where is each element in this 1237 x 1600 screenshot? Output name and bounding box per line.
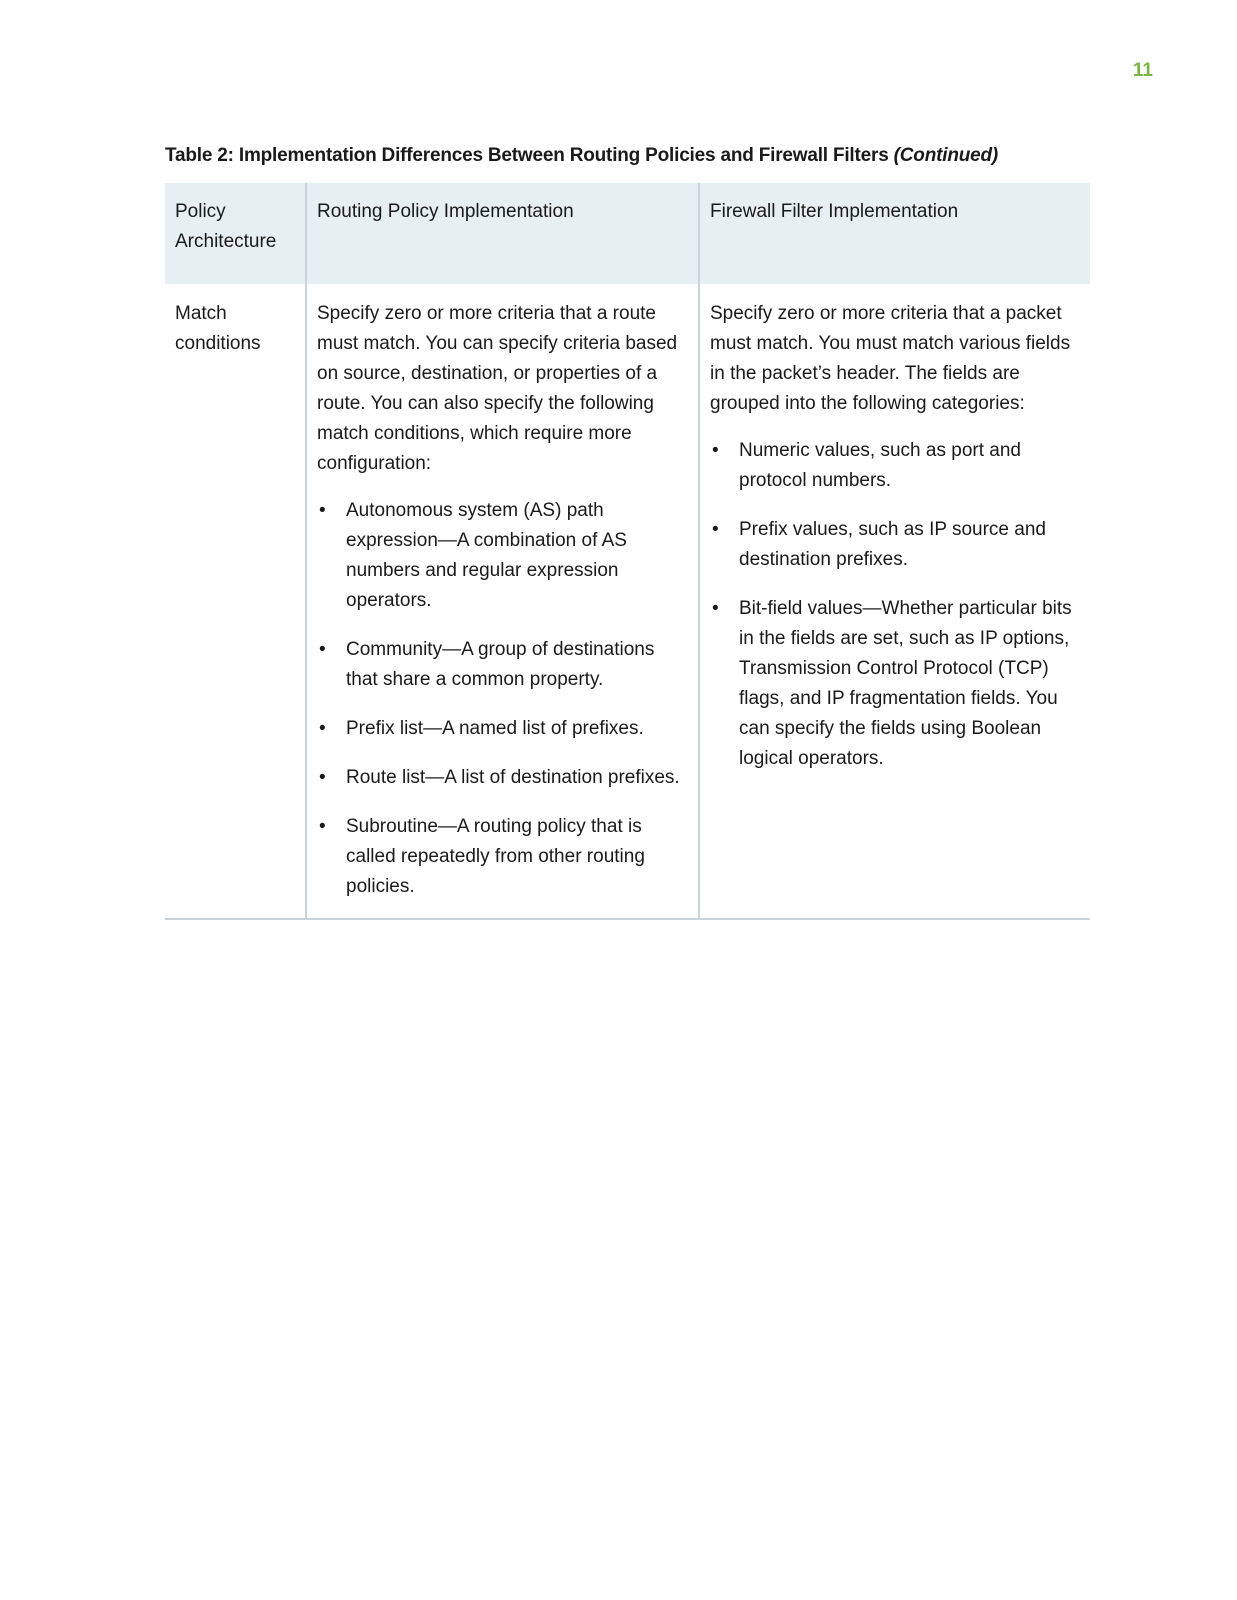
bullet-icon: • (319, 767, 326, 788)
bullet-icon: • (712, 519, 719, 540)
list-item: • Autonomous system (AS) path expression—A combination of AS numbers and regular expression operators. (317, 496, 690, 616)
list-item: • Subroutine—A routing policy that is called repeatedly from other routing policies. (317, 812, 690, 902)
routing-intro-text: Specify zero or more criteria that a route must match. You can specify criteria based on source, destination, or properties of a route. You can also specify the following match conditions, which require more configuration: (317, 303, 678, 474)
cell-routing-policy (306, 284, 699, 919)
bullet-icon: • (319, 500, 326, 521)
row-label-match-conditions: Match conditions (165, 284, 306, 919)
table-row-match-conditions (165, 284, 1090, 919)
list-item: • Prefix values, such as IP source and destination prefixes. (710, 515, 1082, 575)
list-item: • Bit-field values—Whether particular bits in the fields are set, such as IP options, Transmission Control Protocol (TCP) flags, and IP fragmentation fields. You can specify the fields using Boolean logical operators. (710, 594, 1082, 774)
firewall-intro-text: Specify zero or more criteria that a packet must match. You must match various fields in the packet’s header. The fields are grouped into the following categories: (710, 303, 1071, 414)
bullet-icon: • (712, 440, 719, 461)
bullet-icon: • (319, 718, 326, 739)
table-caption-continued: (Continued) (893, 145, 999, 166)
bullet-icon: • (319, 816, 326, 837)
list-item: • Numeric values, such as port and protocol numbers. (710, 436, 1082, 496)
firewall-bullet-list (710, 436, 1082, 774)
list-item: • Prefix list—A named list of prefixes. (317, 714, 690, 744)
routing-bullet-list (317, 496, 690, 902)
list-item: • Community—A group of destinations that share a common property. (317, 635, 690, 695)
cell-firewall-filter (699, 284, 1090, 919)
page-number: 11 (1132, 60, 1153, 81)
bullet-icon: • (319, 639, 326, 660)
implementation-table (165, 183, 1090, 920)
header-routing-policy-implementation: Routing Policy Implementation (306, 183, 699, 284)
header-policy-architecture: Policy Architecture (165, 183, 306, 284)
header-firewall-filter-implementation: Firewall Filter Implementation (699, 183, 1090, 284)
list-item: • Route list—A list of destination prefixes. (317, 763, 690, 793)
bullet-icon: • (712, 598, 719, 619)
table-caption (165, 145, 1095, 167)
table-header-row (165, 183, 1090, 284)
table-caption-text: Table 2: Implementation Differences Between Routing Policies and Firewall Filters (165, 145, 889, 166)
